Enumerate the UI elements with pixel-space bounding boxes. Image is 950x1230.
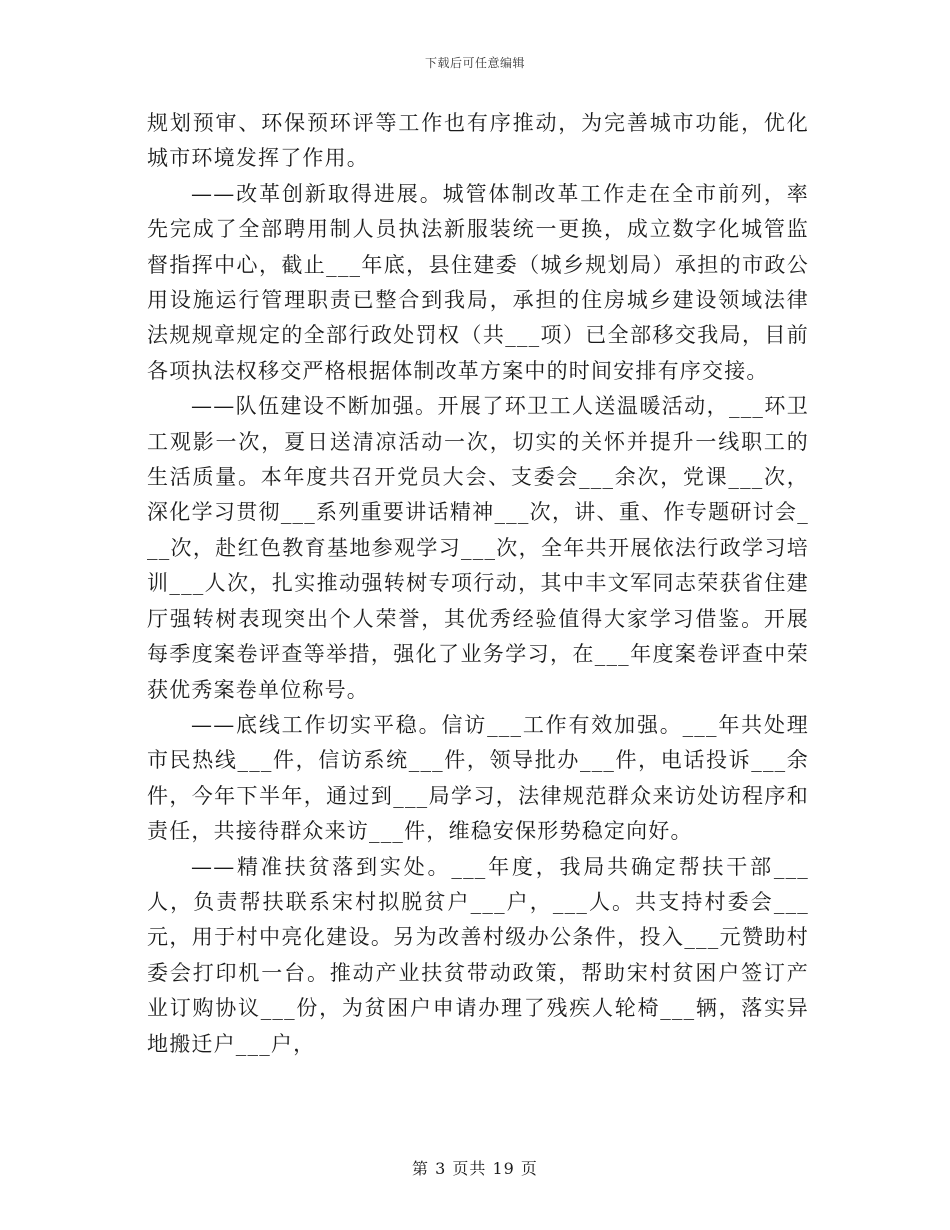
paragraph-reform-innovation: ——改革创新取得进展。城管体制改革工作走在全市前列，率先完成了全部聘用制人员执法新服装统一更换，成立数字化城管监督指挥中心，截止___年底，县住建委（城乡规划局）承担的市政公用设施运行管理职责已整合到我局，承担的住房城乡建设领域法律法规规章规定的全部行政处罚权（共___项）已全部移交我局，目前各项执法权移交严格根据体制改革方案中的时间安排有序交接。	[147, 181, 809, 383]
body-text	[147, 106, 809, 1062]
paragraph-continuation: 规划预审、环保预环评等工作也有序推动，为完善城市功能，优化城市环境发挥了作用。	[147, 111, 809, 171]
paragraph-bottom-line-work: ——底线工作切实平稳。信访___工作有效加强。___年共处理市民热线___件，信访系统___件，领导批办___件，电话投诉___余件，今年下半年，通过到___局学习，法律规范群众来访处访程序和责任，共接待群众来访___件，维稳安保形势稳定向好。	[147, 712, 809, 844]
header-note: 下载后可任意编辑	[424, 56, 525, 70]
paragraph-poverty-alleviation: ——精准扶贫落到实处。___年度，我局共确定帮扶干部___人，负责帮扶联系宋村拟脱贫户___户，___人。共支持村委会___元，用于村中亮化建设。另为改善村级办公条件，投入___元赞助村委会打印机一台。推动产业扶贫带动政策，帮助宋村贫困户签订产业订购协议___份，为贫困户申请办理了残疾人轮椅___辆，落实异地搬迁户___户，	[147, 854, 809, 1056]
paragraph-team-building: ——队伍建设不断加强。开展了环卫工人送温暖活动，___环卫工观影一次，夏日送清凉活动一次，切实的关怀并提升一线职工的生活质量。本年度共召开党员大会、支委会___余次，党课___次，深化学习贯彻___系列重要讲话精神___次，讲、重、作专题研讨会___次，赴红色教育基地参观学习___次，全年共开展依法行政学习培训___人次，扎实推动强转树专项行动，其中丰文军同志荣获省住建厅强转树表现突出个人荣誉，其优秀经验值得大家学习借鉴。开展每季度案卷评查等举措，强化了业务学习，在___年度案卷评查中荣获优秀案卷单位称号。	[147, 394, 809, 702]
page-number: 第 3 页共 19 页	[412, 1159, 538, 1178]
